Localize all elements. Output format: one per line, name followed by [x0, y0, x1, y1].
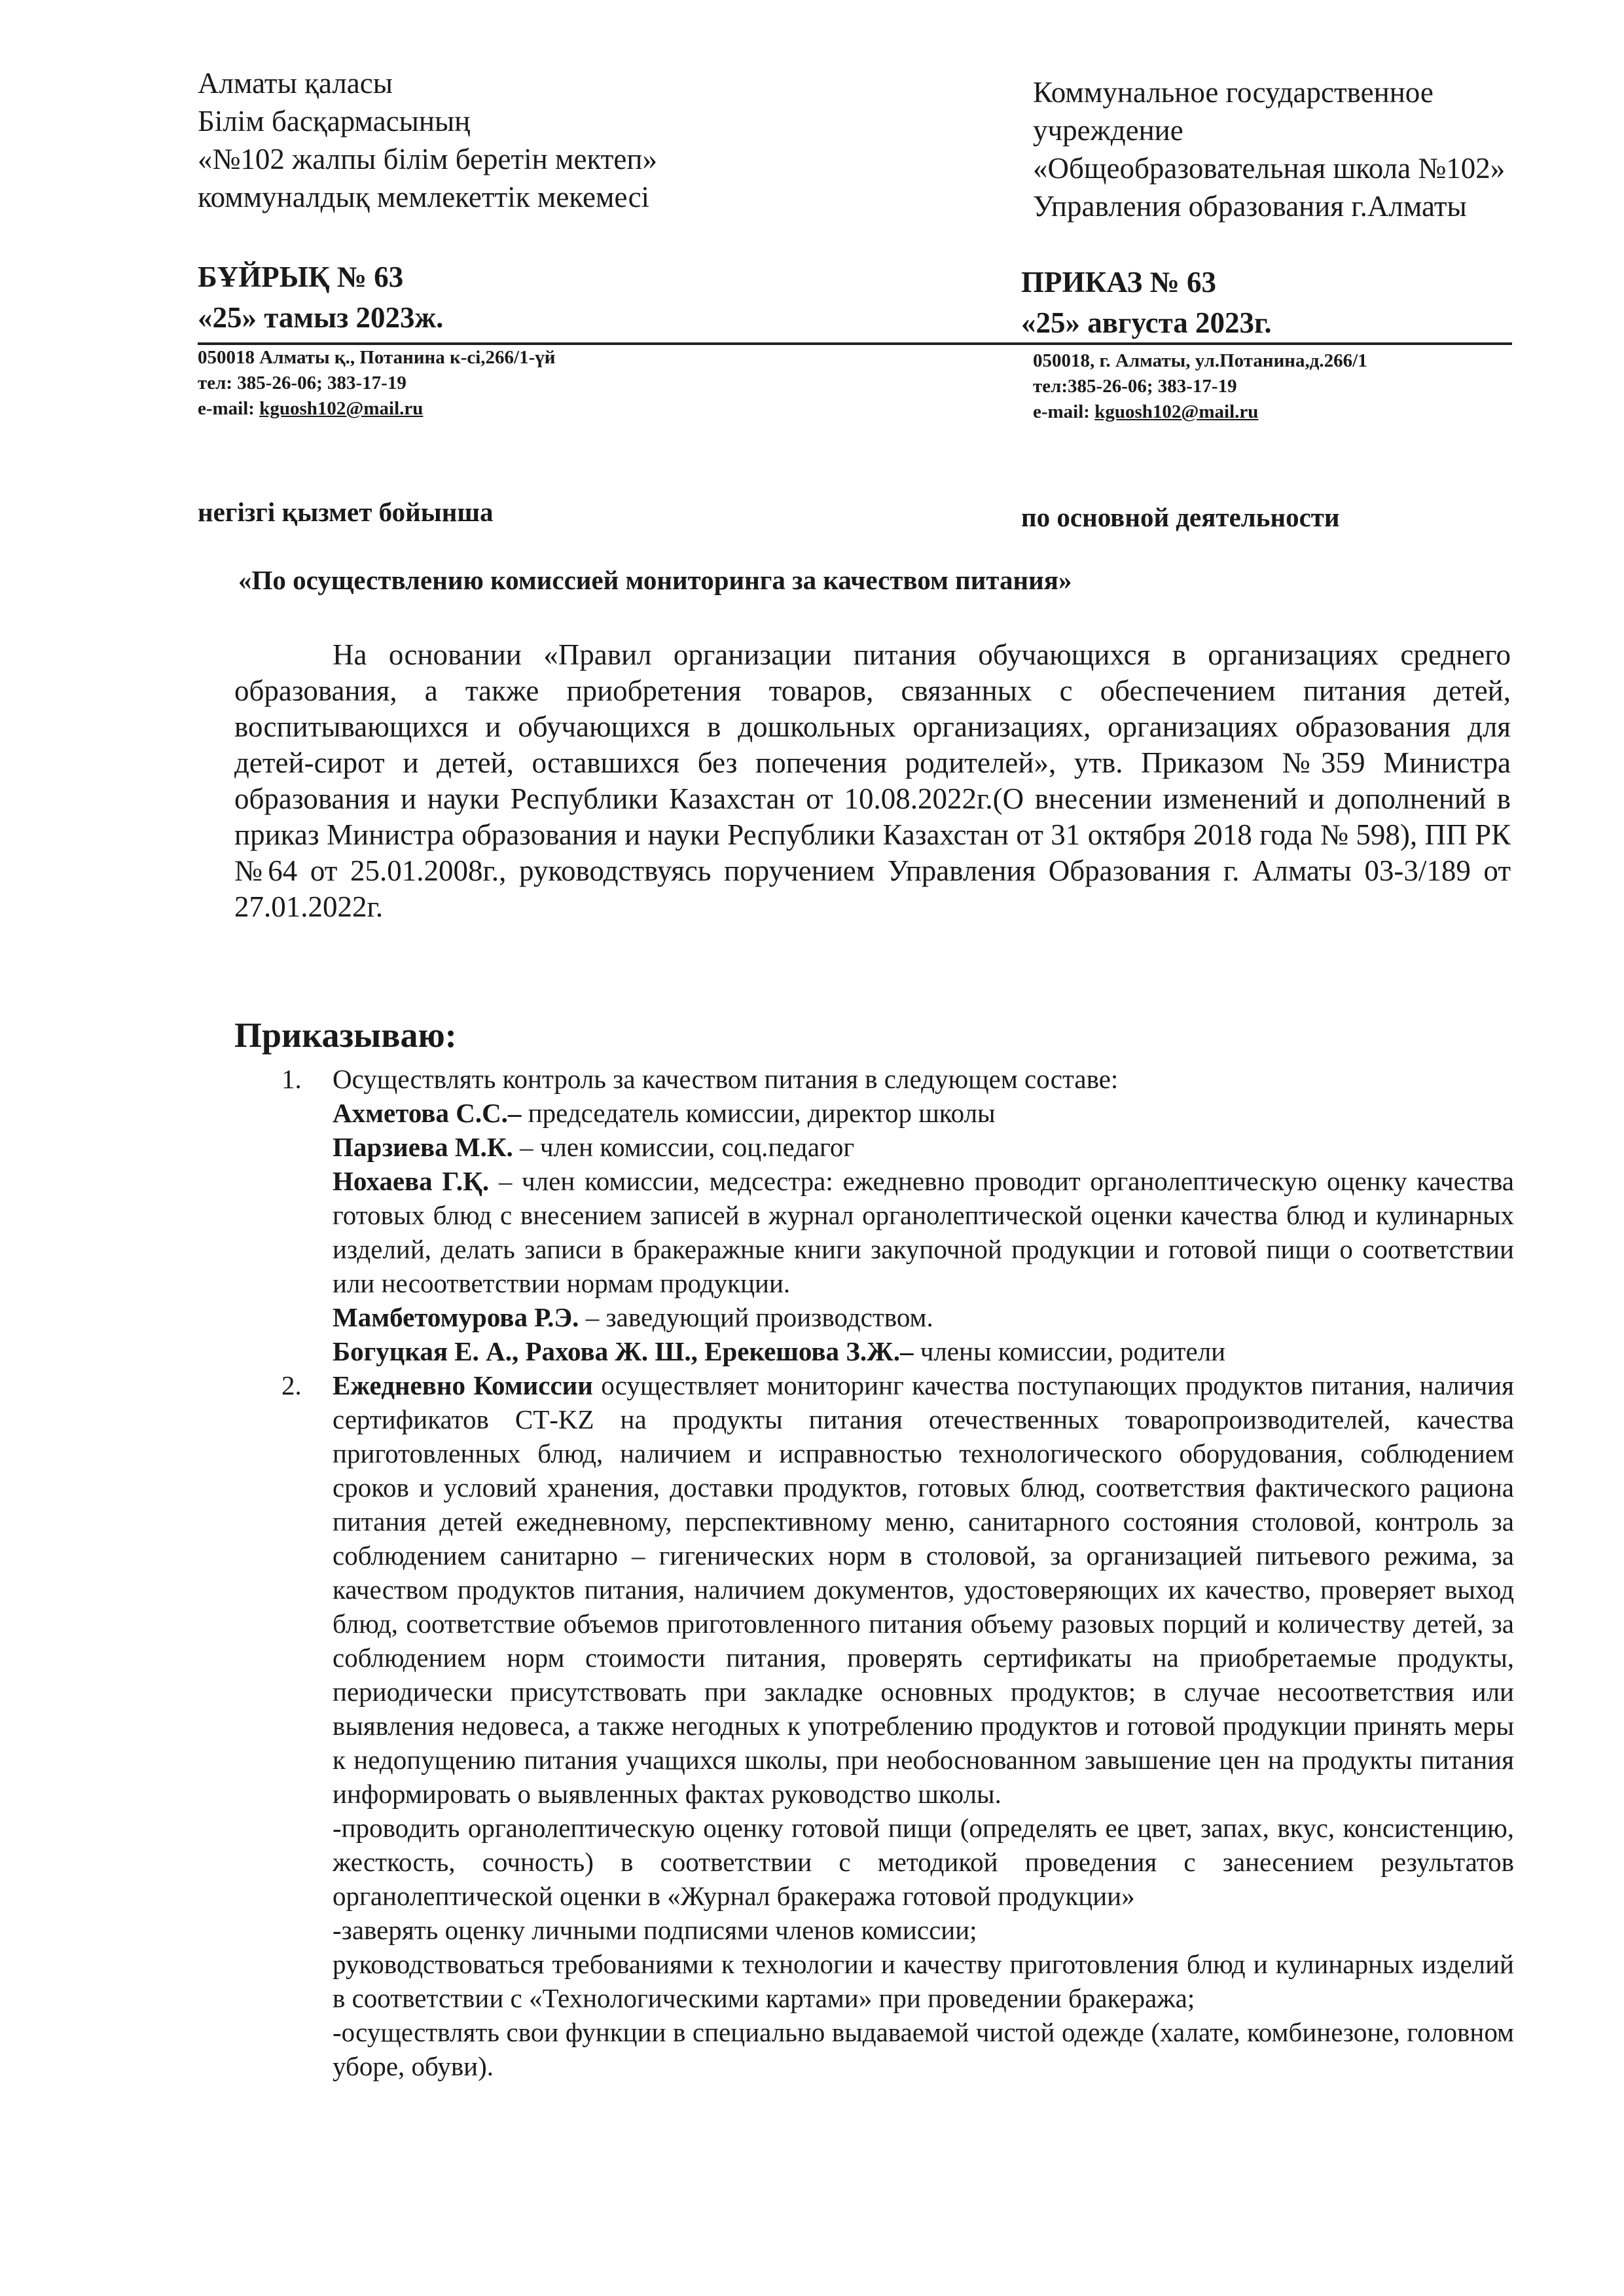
org-line-kz-1: Алматы қаласы — [198, 67, 393, 100]
address-ru: 050018, г. Алматы, ул.Потанина,д.266/1 — [1033, 350, 1367, 371]
email-label-ru: e-mail: — [1033, 401, 1095, 422]
phone-ru: тел:385-26-06; 383-17-19 — [1033, 376, 1237, 397]
org-name-ru — [1033, 73, 1622, 225]
member-2-role: – член комиссии, соц.педагог — [513, 1132, 855, 1162]
activity-ru: по основной деятельности — [1021, 502, 1340, 532]
member-1-role: председатель комиссии, директор школы — [521, 1098, 996, 1128]
item-1-intro: Осуществлять контроль за качеством питания в следующем составе: — [333, 1064, 1119, 1094]
item-2-point-3: руководствоваться требованиями к технологии и качеству приготовления блюд и кулинарных изделий в соответствии с «Технологическими картами» при проведении бракеража; — [333, 1949, 1514, 2013]
member-3 — [333, 1164, 1514, 1300]
member-4-name: Мамбетомурова Р.Э. — [333, 1302, 579, 1332]
order-number-ru: ПРИКАЗ № 63 — [1021, 266, 1216, 299]
item-2-point-4: -осуществлять свои функции в специально выдаваемой чистой одежде (халате, комбинезоне, головном уборе, обуви). — [333, 2017, 1514, 2081]
item-1-number: 1. — [281, 1064, 302, 1094]
activity-kz: негізгі қызмет бойынша — [198, 497, 494, 527]
member-3-role: – член комиссии, медсестра: ежедневно проводит органолептическую оценку качества готовых блюд с внесением записей в журнал органолептической оценки качества блюд и кулинарных изделий, делать записи в бракеражные книги закупочной продукции и готовой пищи о соответствии или несоответствии нормам продукции. — [333, 1166, 1515, 1298]
member-1-name: Ахметова С.С.– — [333, 1098, 522, 1128]
member-1 — [333, 1096, 1514, 1130]
org-line-ru-4: Управления образования г.Алматы — [1033, 190, 1467, 223]
member-3-name: Нохаева Г.Қ. — [333, 1166, 490, 1196]
email-row-kz — [198, 396, 787, 422]
email-link-ru[interactable]: kguosh102@mail.ru — [1094, 401, 1259, 422]
member-5-role: члены комиссии, родители — [913, 1336, 1226, 1366]
preamble — [234, 637, 1511, 925]
order-item-1 — [234, 1062, 1514, 2083]
item-2-point-1: -проводить органолептическую оценку готовой пищи (определять ее цвет, запах, вкус, консистенцию, жесткость, сочность) в соответствии с методикой проведения с занесением результатов органолептической оценки в «Журнал бракеража готовой продукции» — [333, 1813, 1514, 1911]
member-5-name: Богуцкая Е. А., Рахова Ж. Ш., Ерекешова З.Ж.– — [333, 1336, 914, 1366]
org-line-ru-1: Коммунальное государственное — [1033, 76, 1434, 109]
member-2-name: Парзиева М.К. — [333, 1132, 513, 1162]
item-2-main — [333, 1368, 1514, 1811]
order-heading: Приказываю: — [234, 1015, 457, 1055]
phone-kz: тел: 385-26-06; 383-17-19 — [198, 373, 406, 393]
email-link-kz[interactable]: kguosh102@mail.ru — [259, 398, 424, 419]
member-4 — [333, 1300, 1514, 1334]
order-title: «По осуществлению комиссией мониторинга за качеством питания» — [238, 565, 1072, 595]
member-4-role: – заведующий производством. — [579, 1302, 933, 1332]
org-name-kz — [198, 64, 787, 216]
org-line-ru-2: учреждение — [1033, 114, 1183, 147]
order-date-ru: «25» августа 2023г. — [1021, 306, 1272, 339]
member-5 — [333, 1334, 1514, 1368]
email-label-kz: e-mail: — [198, 398, 260, 419]
order-date-kz: «25» тамыз 2023ж. — [198, 301, 444, 334]
org-line-kz-2: Білім басқармасының — [198, 105, 471, 137]
org-line-kz-4: коммуналдық мемлекеттік мекемесі — [198, 181, 650, 213]
order-item-2 — [234, 1368, 1514, 2083]
org-line-ru-3: «Общеобразовательная школа №102» — [1033, 152, 1506, 185]
address-block-ru — [1033, 348, 1622, 425]
order-block-ru — [1021, 262, 1610, 343]
order-block-kz — [198, 257, 787, 338]
item-2-number: 2. — [281, 1370, 302, 1400]
item-2-point-2: -заверять оценку личными подписями членов комиссии; — [333, 1915, 977, 1945]
org-line-kz-3: «№102 жалпы білім беретін мектеп» — [198, 143, 657, 175]
order-number-kz: БҰЙРЫҚ № 63 — [198, 261, 404, 293]
item-2-text: осуществляет мониторинг качества поступающих продуктов питания, наличия сертификатов СТ-KZ на продукты питания отечественных товаропроизводителей, качества приготовленных блюд, наличием и исправностью технологического оборудования, соблюдением сроков и условий хранения, доставки продуктов, готовых блюд, соответствия фактического рациона питания детей ежедневному, перспективному меню, санитарного состояния столовой, контроль за соблюдением санитарно – гигенических норм в столовой, за организацией питьевого режима, за качеством продуктов питания, наличием документов, удостоверяющих их качество, проверяет выход блюд, соответствие объемов приготовленного питания объему разовых порций и количеству детей, за соблюдением норм стоимости питания, проверять сертификаты на приобретаемые продукты, периодически присутствовать при закладке основных продуктов; в случае несоответствия или выявления недовеса, а также негодных к употреблению продуктов и готовой продукции принять меры к недопущению питания учащихся школы, при необоснованном завышение цен на продукты питания информировать о выявленных фактах руководство школы. — [333, 1370, 1514, 1809]
email-row-ru — [1033, 399, 1622, 425]
preamble-text: На основании «Правил организации питания обучающихся в организациях среднего образования, а также приобретения товаров, связанных с обеспечением питания детей, воспитывающихся и обучающихся в дошкольных организациях, организациях образования для детей-сирот и детей, оставшихся без попечения родителей», утв. Приказом №359 Министра образования и науки Республики Казахстан от 10.08.2022г.(О внесении изменений и дополнений в приказ Министра образования и науки Республики Казахстан от 31 октября 2018 года № 598), ПП РК №64 от 25.01.2008г., руководствуясь поручением Управления Образования г. Алматы 03-3/189 от 27.01.2022г. — [234, 638, 1511, 923]
address-kz: 050018 Алматы қ., Потанина к-сі,266/1-үй — [198, 347, 556, 368]
member-2 — [333, 1130, 1514, 1164]
item-2-lead: Ежедневно Комиссии — [333, 1370, 593, 1400]
address-block-kz — [198, 345, 787, 422]
